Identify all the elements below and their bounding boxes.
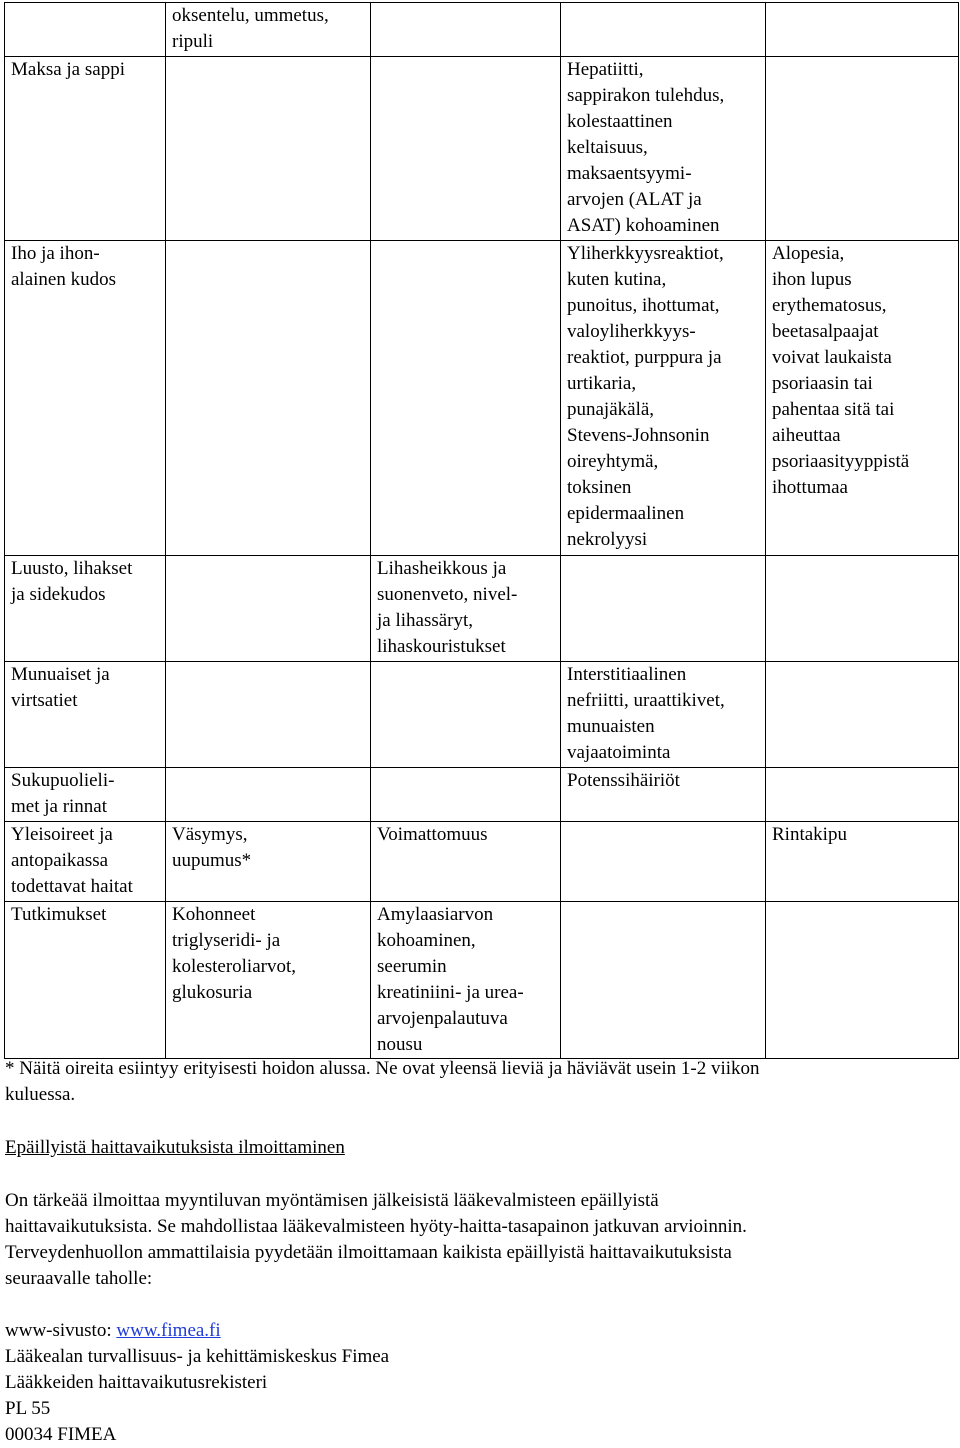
organ-class-cell: Sukupuolieli- met ja rinnat	[5, 768, 166, 822]
frequency-cell: Amylaasiarvon kohoaminen, seerumin kreatiniini- ja urea- arvojenpalautuva nousu	[371, 902, 561, 1059]
frequency-cell	[766, 3, 959, 57]
frequency-cell: Väsymys, uupumus*	[166, 822, 371, 902]
organ-class-cell: Maksa ja sappi	[5, 57, 166, 241]
organ-class-cell: Luusto, lihakset ja sidekudos	[5, 556, 166, 662]
table-row	[5, 3, 959, 57]
frequency-cell	[166, 768, 371, 822]
frequency-cell	[371, 662, 561, 768]
frequency-cell	[371, 57, 561, 241]
reporting-heading: Epäillyistä haittavaikutuksista ilmoittaminen	[5, 1137, 345, 1158]
frequency-cell: Kohonneet triglyseridi- ja kolesteroliarvot, glukosuria	[166, 902, 371, 1059]
frequency-cell: Voimattomuus	[371, 822, 561, 902]
contact-block	[5, 1318, 905, 1448]
frequency-cell	[371, 768, 561, 822]
frequency-cell	[561, 902, 766, 1059]
organ-class-cell: Munuaiset ja virtsatiet	[5, 662, 166, 768]
table-row	[5, 822, 959, 902]
contact-line: 00034 FIMEA	[5, 1424, 117, 1445]
contact-line: Lääkealan turvallisuus- ja kehittämiskeskus Fimea	[5, 1346, 390, 1367]
organ-class-cell: Tutkimukset	[5, 902, 166, 1059]
adverse-effects-table	[4, 2, 959, 1059]
website-label: www-sivusto:	[5, 1320, 117, 1341]
frequency-cell: oksentelu, ummetus, ripuli	[166, 3, 371, 57]
frequency-cell	[766, 902, 959, 1059]
frequency-cell	[166, 662, 371, 768]
frequency-cell: Alopesia, ihon lupus erythematosus, beetasalpaajat voivat laukaista psoriaasin tai pahentaa sitä tai aiheuttaa psoriaasityyppistä ihottumaa	[766, 241, 959, 556]
frequency-cell: Yliherkkyysreaktiot, kuten kutina, punoitus, ihottumat, valoyliherkkyys- reaktiot, purppura ja urtikaria, punajäkälä, Stevens-Johnsonin oireyhtymä, toksinen epidermaalinen nekrolyysi	[561, 241, 766, 556]
table-row	[5, 241, 959, 556]
table-row	[5, 57, 959, 241]
website-line	[5, 1318, 905, 1344]
frequency-cell	[166, 57, 371, 241]
frequency-cell	[561, 822, 766, 902]
frequency-cell: Lihasheikkous ja suonenveto, nivel- ja lihassäryt, lihaskouristukset	[371, 556, 561, 662]
frequency-cell: Hepatiitti, sappirakon tulehdus, kolestaattinen keltaisuus, maksaentsyymi- arvojen (ALAT ja ASAT) kohoaminen	[561, 57, 766, 241]
frequency-cell	[166, 556, 371, 662]
website-link[interactable]: www.fimea.fi	[116, 1320, 221, 1341]
organ-class-cell: Yleisoireet ja antopaikassa todettavat haitat	[5, 822, 166, 902]
frequency-cell	[766, 662, 959, 768]
footnote: * Näitä oireita esiintyy erityisesti hoidon alussa. Ne ovat yleensä lieviä ja häviävät usein 1-2 viikon kuluessa.	[5, 1058, 760, 1105]
table-row	[5, 556, 959, 662]
frequency-cell: Interstitiaalinen nefriitti, uraattikivet, munuaisten vajaatoiminta	[561, 662, 766, 768]
frequency-cell	[766, 768, 959, 822]
table-row	[5, 902, 959, 1059]
frequency-cell: Rintakipu	[766, 822, 959, 902]
organ-class-cell: Iho ja ihon- alainen kudos	[5, 241, 166, 556]
table-row	[5, 768, 959, 822]
frequency-cell	[371, 3, 561, 57]
table-row	[5, 662, 959, 768]
reporting-paragraph: On tärkeää ilmoittaa myyntiluvan myöntämisen jälkeisistä lääkevalmisteen epäillyistä haittavaikutuksista. Se mahdollistaa lääkevalmisteen hyöty-haitta-tasapainon jatkuvan arvioinnin. Terveydenhuollon ammattilaisia pyydetään ilmoittamaan kaikista epäillyistä haittavaikutuksista seuraavalle taholle:	[5, 1190, 747, 1289]
frequency-cell	[561, 3, 766, 57]
frequency-cell: Potenssihäiriöt	[561, 768, 766, 822]
frequency-cell	[766, 556, 959, 662]
frequency-cell	[371, 241, 561, 556]
frequency-cell	[561, 556, 766, 662]
frequency-cell	[166, 241, 371, 556]
frequency-cell	[766, 57, 959, 241]
organ-class-cell	[5, 3, 166, 57]
contact-line: Lääkkeiden haittavaikutusrekisteri	[5, 1372, 268, 1393]
contact-line: PL 55	[5, 1398, 51, 1419]
